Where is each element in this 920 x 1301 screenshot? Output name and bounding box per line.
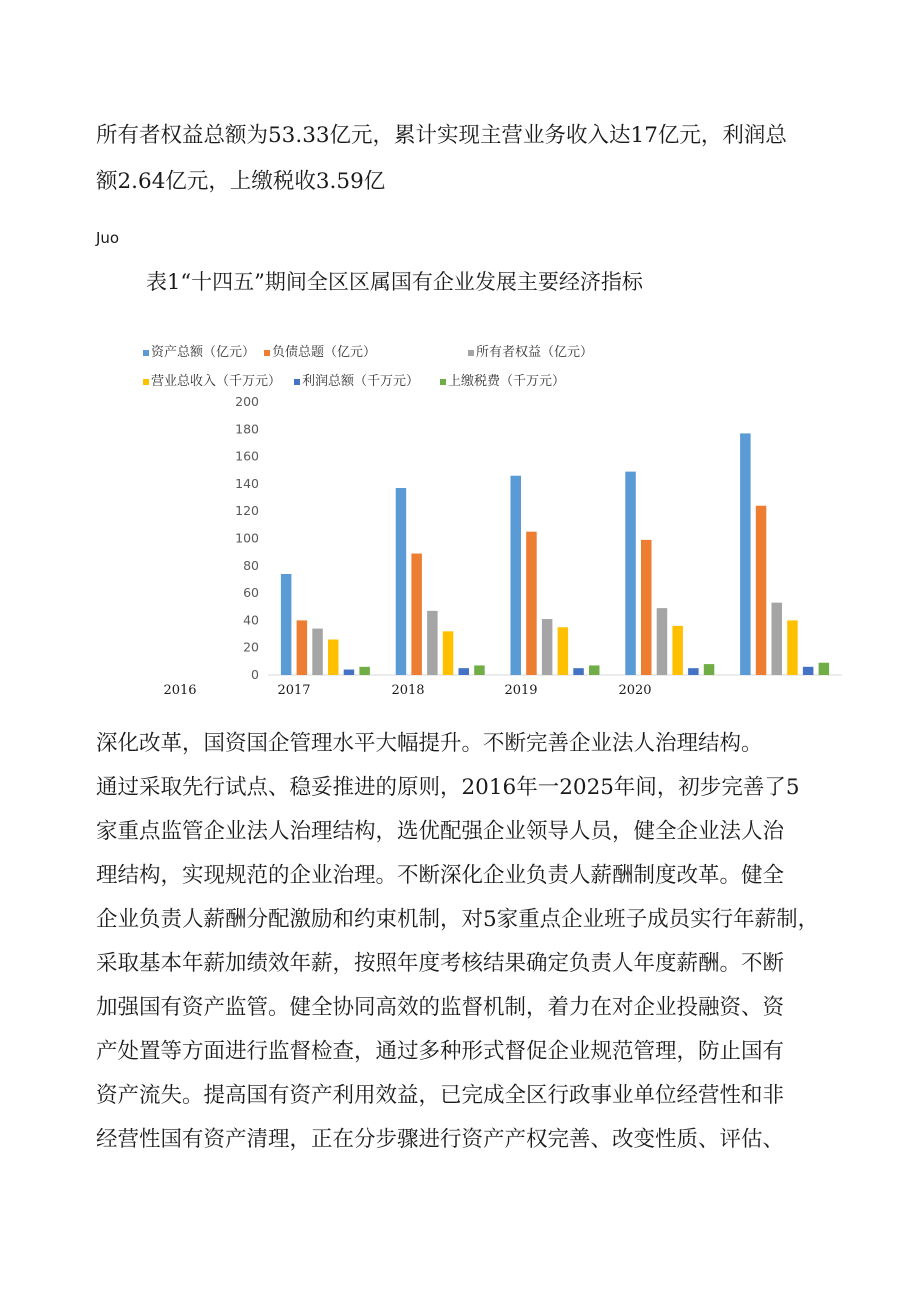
- legend-label: 营业总收入（千万元）: [151, 374, 282, 389]
- paragraph-line: 资产流失。提高国有资产利用效益，已完成全区行政事业单位经营性和非: [96, 1083, 785, 1108]
- bar: [281, 574, 292, 675]
- y-tick-label: 200: [235, 394, 259, 409]
- y-tick-label: 100: [235, 530, 259, 546]
- table-caption: 表1“十四五”期间全区区属国有企业发展主要经济指标: [146, 270, 643, 294]
- x-tick-label: 2016: [163, 683, 197, 698]
- x-tick-label: 2020: [618, 683, 652, 698]
- paragraph-line: 所有者权益总额为53.33亿元，累计实现主营业务收入达17亿元，利润总: [96, 123, 787, 148]
- bar: [688, 668, 699, 675]
- legend-swatch: [294, 379, 300, 385]
- legend-label: 利润总额（千万元）: [302, 374, 420, 389]
- bar: [474, 665, 485, 675]
- paragraph-line: 额2.64亿元，上缴税收3.59亿: [96, 169, 386, 194]
- bar: [443, 631, 454, 675]
- bar: [625, 472, 636, 675]
- legend-label: 所有者权益（亿元）: [476, 345, 594, 360]
- legend-swatch: [143, 379, 149, 385]
- bar: [542, 619, 553, 675]
- bar: [740, 433, 751, 675]
- bar: [787, 620, 798, 675]
- bar: [657, 608, 668, 675]
- y-tick-label: 160: [235, 448, 259, 464]
- y-tick-label: 80: [243, 557, 259, 573]
- bar: [427, 611, 438, 675]
- bar: [297, 620, 308, 675]
- legend-label: 上缴税费（千万元）: [448, 374, 566, 389]
- legend-swatch: [143, 350, 149, 356]
- bar: [641, 540, 652, 675]
- y-tick-label: 0: [251, 667, 259, 682]
- text-fragment: Juo: [96, 229, 120, 247]
- y-tick-label: 60: [243, 585, 259, 601]
- intro-paragraph: [96, 113, 856, 205]
- legend-swatch: [468, 350, 474, 356]
- bar: [411, 554, 422, 675]
- x-tick-label: 2017: [277, 683, 311, 698]
- bar: [819, 663, 830, 675]
- paragraph-line: 企业负责人薪酬分配激励和约束机制，对5家重点企业班子成员实行年薪制，: [96, 907, 820, 932]
- legend-label: 资产总额（亿元）: [151, 345, 256, 360]
- bar-chart: [0, 330, 920, 700]
- bar: [589, 665, 600, 675]
- legend-swatch: [264, 350, 270, 356]
- bar: [359, 667, 370, 675]
- y-tick-label: 120: [235, 503, 259, 519]
- paragraph-line: 经营性国有资产清理，正在分步骤进行资产产权完善、改变性质、评估、: [96, 1127, 785, 1152]
- bar: [312, 629, 323, 675]
- bar: [459, 668, 470, 675]
- bar: [803, 667, 814, 675]
- paragraph-line: 家重点监管企业法人治理结构，选优配强企业领导人员，健全企业法人治: [96, 819, 785, 844]
- bar: [344, 670, 355, 675]
- y-tick-label: 140: [235, 475, 259, 491]
- paragraph-line: 通过采取先行试点、稳妥推进的原则，2016年一2025年间，初步完善了5: [96, 775, 800, 800]
- legend-swatch: [440, 379, 446, 385]
- bar: [396, 488, 407, 675]
- x-tick-label: 2018: [391, 683, 425, 698]
- x-tick-label: 2019: [504, 683, 538, 698]
- paragraph-line: 加强国有资产监管。健全协同高效的监督机制，着力在对企业投融资、资: [96, 995, 785, 1020]
- y-tick-label: 40: [243, 612, 259, 628]
- paragraph-line: 产处置等方面进行监督检查，通过多种形式督促企业规范管理，防止国有: [96, 1039, 785, 1064]
- bar: [756, 506, 767, 675]
- bar: [328, 640, 339, 675]
- bar: [772, 603, 783, 675]
- bar: [511, 476, 522, 675]
- bar: [526, 532, 537, 675]
- legend-label: 负债总题（亿元）: [272, 345, 377, 360]
- paragraph-line: 理结构，实现规范的企业治理。不断深化企业负责人薪酬制度改革。健全: [96, 863, 785, 888]
- bar: [573, 668, 584, 675]
- bar: [672, 626, 683, 675]
- y-tick-label: 180: [235, 421, 259, 437]
- paragraph-line: 采取基本年薪加绩效年薪，按照年度考核结果确定负责人年度薪酬。不断: [96, 951, 785, 976]
- bar-chart-svg: [0, 330, 920, 700]
- bar: [558, 627, 569, 675]
- body-paragraph: [96, 722, 856, 1162]
- bar: [704, 664, 715, 675]
- paragraph-line: 深化改革，国资国企管理水平大幅提升。不断完善企业法人治理结构。: [96, 731, 763, 756]
- y-tick-label: 20: [243, 639, 259, 655]
